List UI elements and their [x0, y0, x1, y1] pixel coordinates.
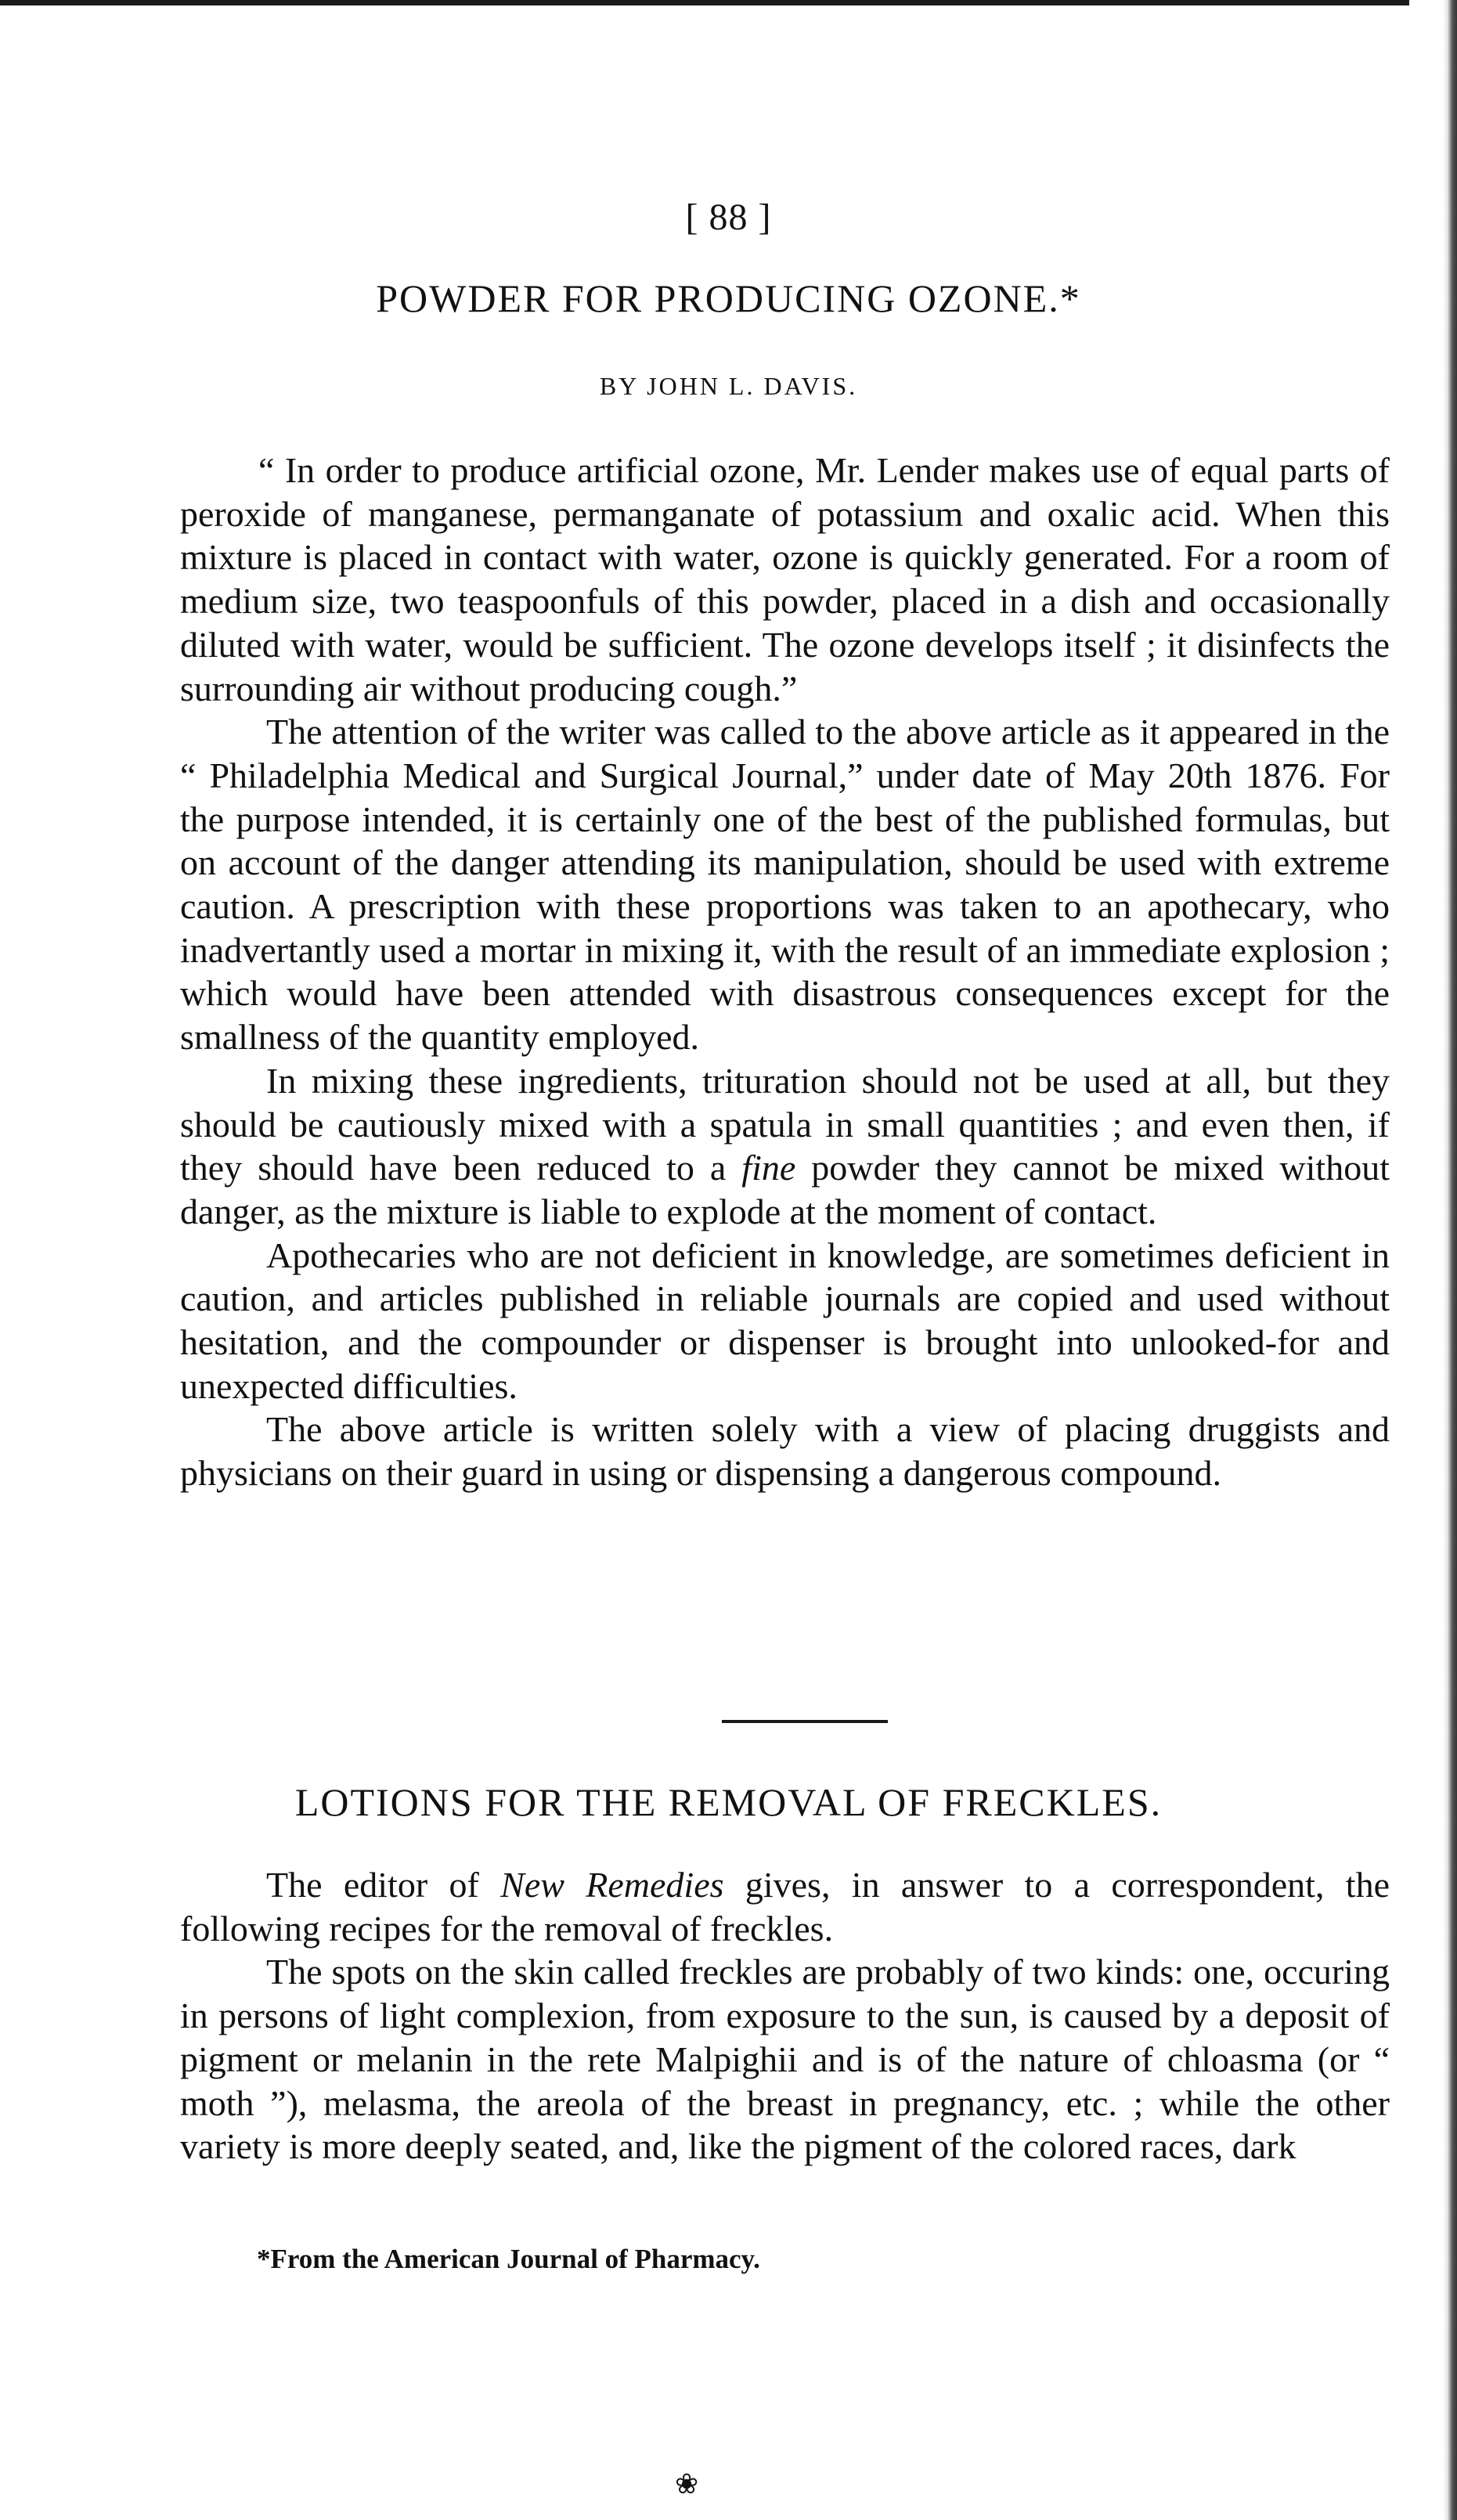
paragraph: Apothecaries who are not deficient in knowledge, are sometimes deficient in caution, and articles published in reliable journals are copied and used without hesitation, and the compounder or dispenser is brought into unlooked-for and unexpected difficulties.: [180, 1235, 1390, 1406]
article-body-ozone: [180, 449, 1390, 1495]
top-edge-rule: [0, 0, 1409, 5]
article-title-ozone: POWDER FOR PRODUCING OZONE.*: [376, 276, 1081, 320]
page-number: [ 88 ]: [685, 196, 772, 238]
article-byline: BY JOHN L. DAVIS.: [599, 372, 858, 400]
paragraph: [180, 1059, 1390, 1234]
italic-word: fine: [741, 1148, 796, 1188]
paragraph: [180, 1863, 1390, 1950]
paragraph: The attention of the writer was called to the above article as it appeared in the “ Philadelphia Medical and Surgical Journal,” under date of May 20th 1876. For the purpose intended, it is certainly one of the best of the published formulas, but on account of the danger attending its manipulation, should be used with extreme caution. A prescription with these proportions was taken to an apothecary, who inadvertantly used a mortar in mixing it, with the result of an immediate explosion ; which would have been attended with disastrous consequences except for the smallness of the quantity employed.: [180, 712, 1390, 1058]
paragraph-text: The editor of: [266, 1865, 501, 1905]
section-separator: [722, 1720, 888, 1723]
paragraph-text: powder they cannot be mixed without danger, as the mixture is liable to explode at the moment of contact.: [180, 1148, 1390, 1231]
paragraph: The above article is written solely with a view of placing druggists and physicians on their guard in using or dispensing a dangerous compound.: [180, 1409, 1390, 1494]
printer-ornament-icon: ❀: [675, 2468, 699, 2500]
italic-title: New Remedies: [500, 1865, 724, 1905]
paragraph-text: In mixing these ingredients, trituration should not be used at all, but they should be cautiously mixed with a spatula in small quantities ; and even then, if they should have been reduced to a: [180, 1060, 1390, 1188]
paragraph: The spots on the skin called freckles are probably of two kinds: one, occuring in persons of light complexion, from exposure to the sun, is caused by a deposit of pigment or melanin in the rete Malpighii and is of the nature of chloasma (or “ moth ”), melasma, the areola of the breast in pregnancy, etc. ; while the other variety is more deeply seated, and, like the pigment of the colored races, dark: [180, 1952, 1390, 2167]
article-title-freckles: LOTIONS FOR THE REMOVAL OF FRECKLES.: [294, 1780, 1163, 1824]
footnote: *From the American Journal of Pharmacy.: [257, 2244, 760, 2274]
article-body-freckles: [180, 1863, 1390, 2168]
paragraph-text: gives, in answer to a correspondent, the following recipes for the removal of freckles.: [180, 1865, 1390, 1949]
paragraph: “ In order to produce artificial ozone, Mr. Lender makes use of equal parts of peroxide of manganese, permanganate of potassium and oxalic acid. When this mixture is placed in contact with water, ozone is quickly generated. For a room of medium size, two teaspoonfuls of this powder, placed in a dish and occasionally diluted with water, would be sufficient. The ozone develops itself ; it disinfects the surrounding air without producing cough.”: [180, 450, 1390, 708]
